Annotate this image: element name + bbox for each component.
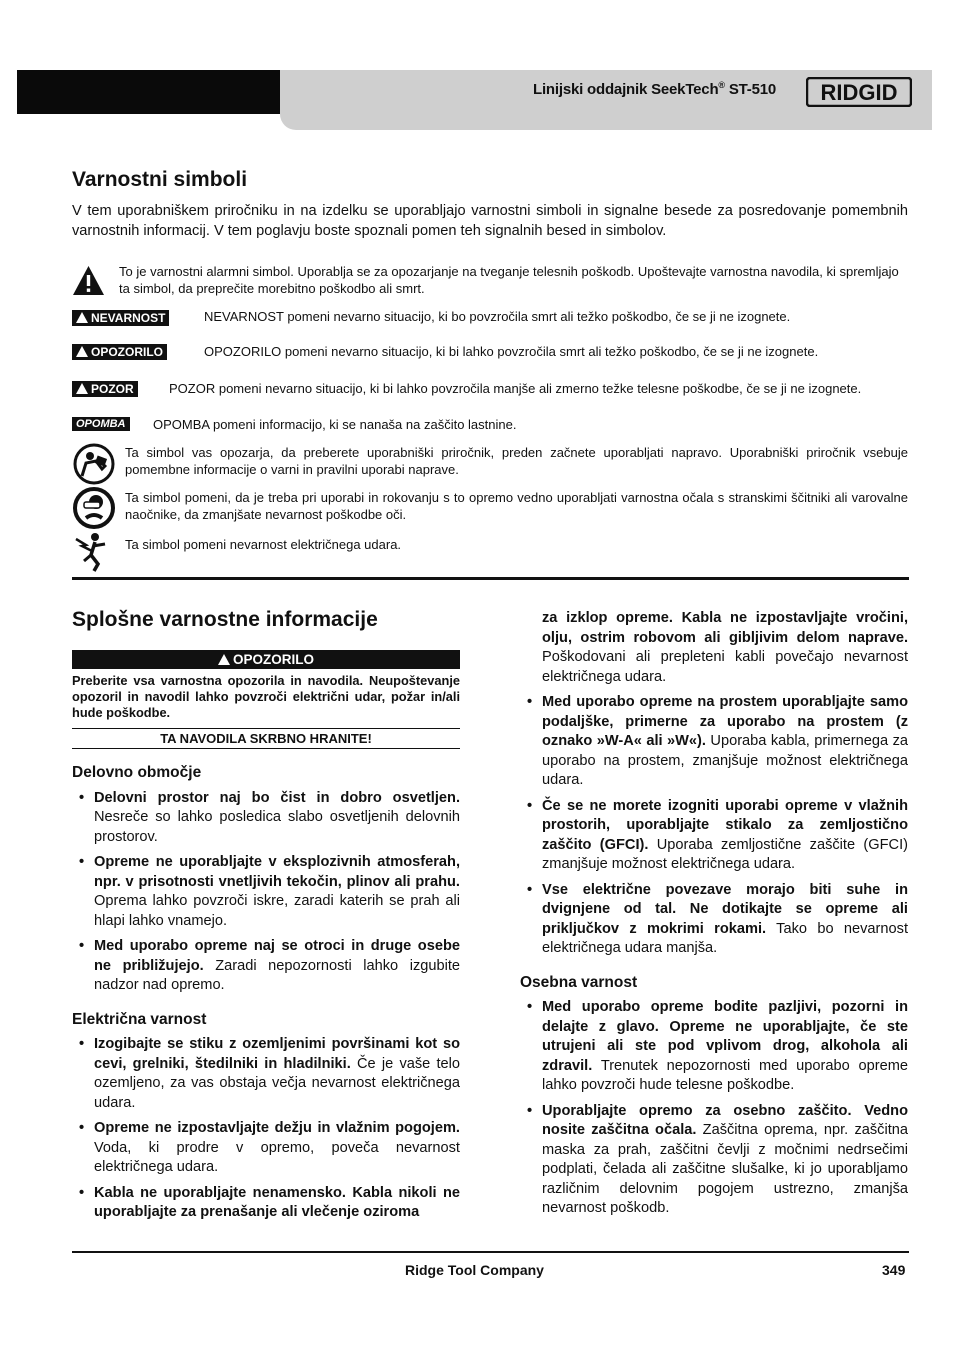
header-black-bar: [17, 70, 280, 114]
warning-bar: OPOZORILO: [72, 650, 460, 669]
svg-text:RIDGID: RIDGID: [820, 80, 898, 105]
right-column: [520, 609, 908, 1225]
caution-description: POZOR pomeni nevarno situacijo, ki bi lahko povzročila manjše ali zmerno težke telesne poškodbe, če se ji ne izognete.: [169, 381, 862, 396]
list-item: • Opreme ne uporabljajte v eksplozivnih atmosferah, npr. v prisotnosti vnetljivih tekočin, plinov ali prahu. Oprema lahko povzroči iskre, zaradi katerih se prah ali hlapi lahko vnamejo.: [72, 853, 460, 931]
alert-triangle-icon: [76, 383, 88, 394]
personal-safety-list: [520, 998, 908, 1219]
shock-description: Ta simbol pomeni nevarnost električnega udara.: [125, 537, 402, 552]
work-area-heading: Delovno območje: [72, 764, 202, 781]
header-title: Linijski oddajnik SeekTech® ST-510: [533, 80, 776, 98]
electrical-heading: Električna varnost: [72, 1010, 207, 1028]
notice-description: OPOMBA pomeni informacijo, ki se nanaša na zaščito lastnine.: [153, 417, 517, 432]
personal-safety-heading: Osebna varnost: [520, 973, 638, 991]
read-manual-icon: [72, 443, 116, 485]
electrical-list-left: [72, 1035, 460, 1223]
section-divider: [72, 577, 909, 580]
page-number: 349: [882, 1262, 906, 1278]
alert-description: To je varnostni alarmni simbol. Uporablja se za opozarjanje na tveganje telesnih poškodb. Upoštevajte varnostna navodila, ki spremljajo ta simbol, da preprečite morebitno poškodbo ali smrt.: [119, 264, 899, 296]
list-item: • Kabla ne uporabljajte nenamensko. Kabla nikoli ne uporabljajte za prenašanje ali vlečenje oziroma: [72, 1184, 460, 1223]
electric-shock-icon: [72, 531, 116, 573]
alert-triangle-icon: [76, 312, 88, 323]
ridgid-logo: [806, 77, 912, 107]
caution-badge: POZOR: [72, 381, 138, 397]
left-column: [72, 650, 460, 1229]
warning-badge: OPOZORILO: [72, 344, 167, 360]
glasses-description: Ta simbol pomeni, da je treba pri uporabi in rokovanju s to opremo vedno uporabljati varnostna očala s stranskimi ščitniki ali varovalne naočnike, da zmanjšate nevarnost poškodbe oči.: [125, 490, 908, 522]
list-item: • Med uporabo opreme naj se otroci in druge osebe ne približujejo. Zaradi nepozornosti lahko izgubite nadzor nad opremo.: [72, 937, 460, 996]
list-item: • Med uporabo opreme bodite pazljivi, pozorni in delajte z glavo. Opreme ne uporabljajte, če ste utrujeni ali ste pod vplivom drog, alkohola ali zdravil. Trenutek nepozornosti med uporabo opreme lahko povzroči hude telesne poškodbe.: [520, 998, 908, 1096]
section-title-general-safety: Splošne varnostne informacije: [72, 608, 378, 631]
list-item: • Opreme ne izpostavljajte dežju in vlažnim pogojem. Voda, ki prodre v opremo, poveča nevarnost električnega udara.: [72, 1119, 460, 1178]
list-item: • Med uporabo opreme na prostem uporabljajte samo podaljške, primerne za uporabo na prostem (z oznako »W-A« ali »W«). Uporaba kabla, primernega za uporabo na prostem, zmanjšuje možnost električnega udara.: [520, 693, 908, 791]
notice-badge: OPOMBA: [72, 417, 130, 431]
list-item: • Delovni prostor naj bo čist in dobro osvetljen. Nesreče so lahko posledica slabo osvetljenih delovnih prostorov.: [72, 789, 460, 848]
manual-description: Ta simbol vas opozarja, da preberete uporabniški priročnik, preden začnete uporabljati napravo. Uporabniški priročnik vsebuje pomembne informacije o varni in pravilni uporabi naprave.: [125, 445, 908, 477]
list-item: • Če se ne morete izogniti uporabi opreme v vlažnih prostorih, uporabljajte stikalo za zemljostično zaščito (GFCI). Uporaba zemljostične zaščite (GFCI) zmanjšuje možnost električnega udara.: [520, 797, 908, 875]
header-gray-tail: [280, 114, 932, 130]
section-title-safety-symbols: Varnostni simboli: [72, 168, 248, 191]
footer-rule: [72, 1251, 909, 1253]
keep-instructions: TA NAVODILA SKRBNO HRANITE!: [72, 728, 460, 749]
safety-glasses-icon: [72, 486, 116, 530]
warning-description: OPOZORILO pomeni nevarno situacijo, ki bi lahko povzročila smrt ali težko poškodbo, če se ji ne izognete.: [204, 344, 819, 359]
list-item: • Vse električne povezave morajo biti suhe in dvignjene od tal. Ne dotikajte se opreme ali priključkov z mokrimi rokami. Tako bo nevarnost električnega udara manjša.: [520, 881, 908, 959]
danger-badge: NEVARNOST: [72, 310, 169, 326]
electrical-list-right: [520, 693, 908, 959]
alert-triangle-icon: [218, 654, 230, 665]
footer-company: Ridge Tool Company: [405, 1262, 544, 1278]
safety-alert-icon: [71, 264, 106, 297]
alert-triangle-icon: [76, 346, 88, 357]
list-item: • Uporabljajte opremo za osebno zaščito. Vedno nosite zaščitna očala. Zaščitna oprema, npr. zaščitna maska za prah, zaščitni čevlji z močnimi nedrsečimi podplati, čelada ali zaščitne slušalke, ki jo uporabljamo različnim delovnim pogojem ustrezno, zmanjša nevarnost poškodb.: [520, 1102, 908, 1219]
list-item: • Izogibajte se stiku z ozemljenimi površinami kot so cevi, grelniki, štedilniki in hladilniki. Če je vaše telo ozemljeno, za vas obstaja večja nevarnost električnega udara.: [72, 1035, 460, 1113]
warning-text: Preberite vsa varnostna opozorila in navodila. Neupoštevanje opozoril in navodil lahko povzroči električni udar, požar in/ali hude poškodbe.: [72, 673, 460, 720]
danger-description: NEVARNOST pomeni nevarno situacijo, ki bo povzročila smrt ali težko poškodbo, če se ji ne izognete.: [204, 309, 791, 324]
work-area-list: [72, 789, 460, 996]
intro-paragraph: V tem uporabniškem priročniku in na izdelku se uporabljajo varnostni simboli in signalne besede za posredovanje pomembnih varnostnih informacij. V tem poglavju boste spoznali pomen teh signalnih besed in simbolov.: [72, 203, 908, 239]
list-item-continued: za izklop opreme. Kabla ne izpostavljajte vročini, olju, ostrim robovom ali gibljivim delom naprave. Poškodovani ali prepleteni kabli povečajo nevarnost električnega udara.: [542, 610, 908, 685]
